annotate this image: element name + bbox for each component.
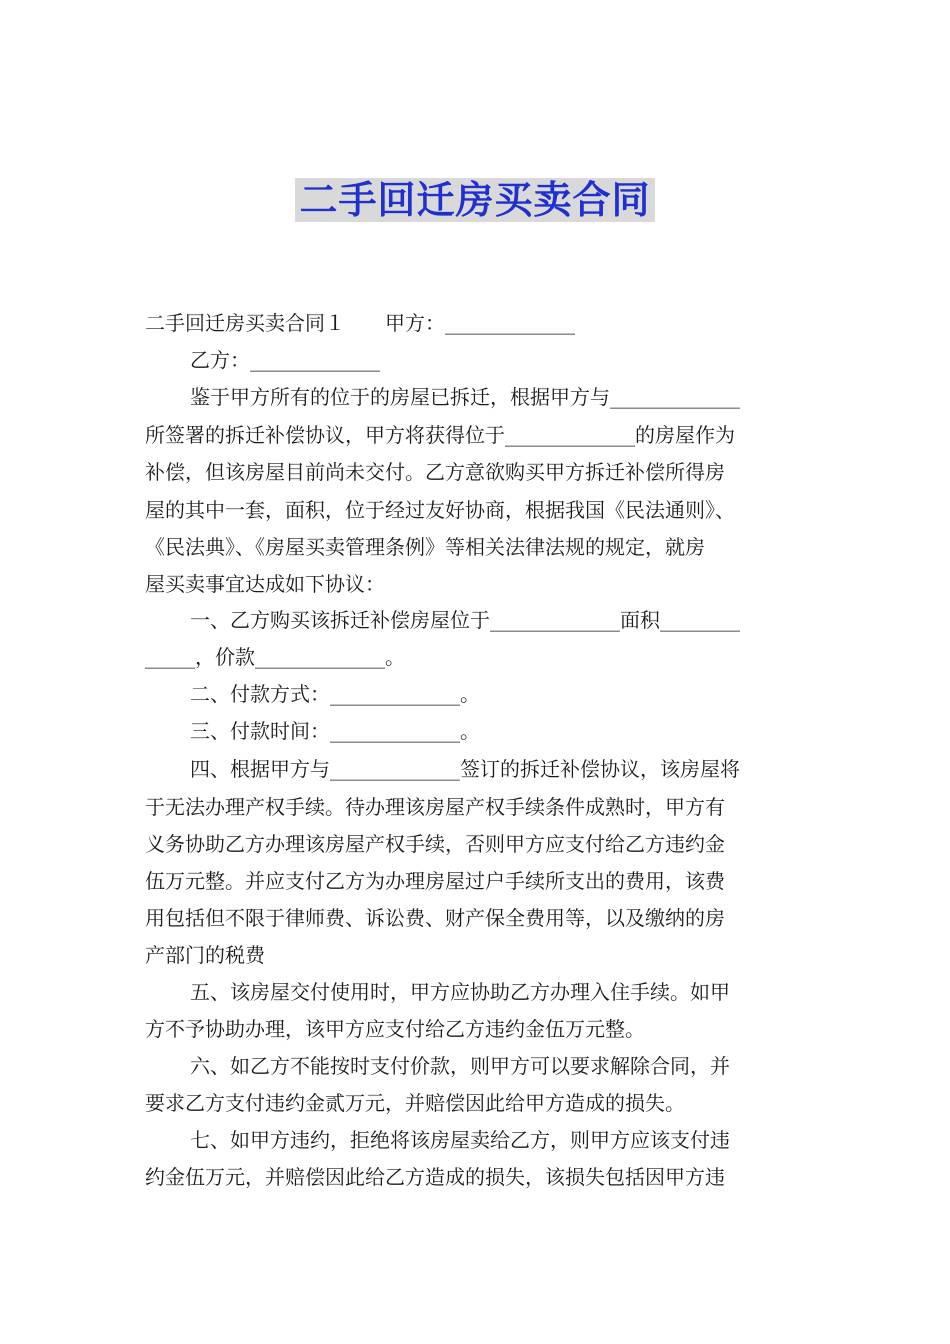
contract-line: 伍万元整。并应支付乙方为办理房屋过户手续所支出的费用，该费: [145, 869, 725, 893]
contract-line: 乙方：_____________: [190, 348, 380, 372]
title-wrap: [0, 178, 950, 222]
contract-line: 产部门的税费: [145, 943, 265, 967]
contract-line: 七、如甲方违约，拒绝将该房屋卖给乙方，则甲方应该支付违: [190, 1128, 730, 1152]
contract-line: 义务协助乙方办理该房屋产权手续，否则甲方应支付给乙方违约金: [145, 832, 725, 856]
contract-line: 方不予协助办理，该甲方应支付给乙方违约金伍万元整。: [145, 1017, 645, 1041]
contract-line: 四、根据甲方与_____________签订的拆迁补偿协议，该房屋将: [190, 757, 740, 781]
contract-line: 约金伍万元，并赔偿因此给乙方造成的损失，该损失包括因甲方违: [145, 1165, 725, 1189]
contract-line: 要求乙方支付违约金贰万元，并赔偿因此给甲方造成的损失。: [145, 1091, 685, 1115]
contract-line: 三、付款时间：_____________。: [190, 719, 480, 743]
contract-line: 用包括但不限于律师费、诉讼费、财产保全费用等，以及缴纳的房: [145, 906, 725, 930]
contract-line: 二手回迁房买卖合同１ 甲方：_____________: [145, 311, 575, 335]
contract-line: _____，价款_____________。: [145, 645, 405, 669]
contract-line: 补偿，但该房屋目前尚未交付。乙方意欲购买甲方拆迁补偿所得房: [145, 460, 725, 484]
contract-line: 一、乙方购买该拆迁补偿房屋位于_____________面积________: [190, 608, 740, 632]
contract-line: 屋的其中一套，面积，位于经过友好协商，根据我国《民法通则》、: [145, 498, 735, 522]
contract-line: 五、该房屋交付使用时，甲方应协助乙方办理入住手续。如甲: [190, 980, 730, 1004]
document-title: 二手回迁房买卖合同: [295, 178, 654, 222]
contract-line: 二、付款方式：_____________。: [190, 682, 480, 706]
contract-line: 《民法典》、《房屋买卖管理条例》等相关法律法规的规定，就房: [145, 535, 705, 559]
contract-line: 屋买卖事宜达成如下协议：: [145, 572, 385, 596]
contract-line: 于无法办理产权手续。待办理该房屋产权手续条件成熟时，甲方有: [145, 795, 725, 819]
contract-line: 所签署的拆迁补偿协议，甲方将获得位于_____________的房屋作为: [145, 423, 735, 447]
contract-line: 鉴于甲方所有的位于的房屋已拆迁，根据甲方与_____________: [190, 385, 740, 409]
contract-line: 六、如乙方不能按时支付价款，则甲方可以要求解除合同，并: [190, 1054, 730, 1078]
